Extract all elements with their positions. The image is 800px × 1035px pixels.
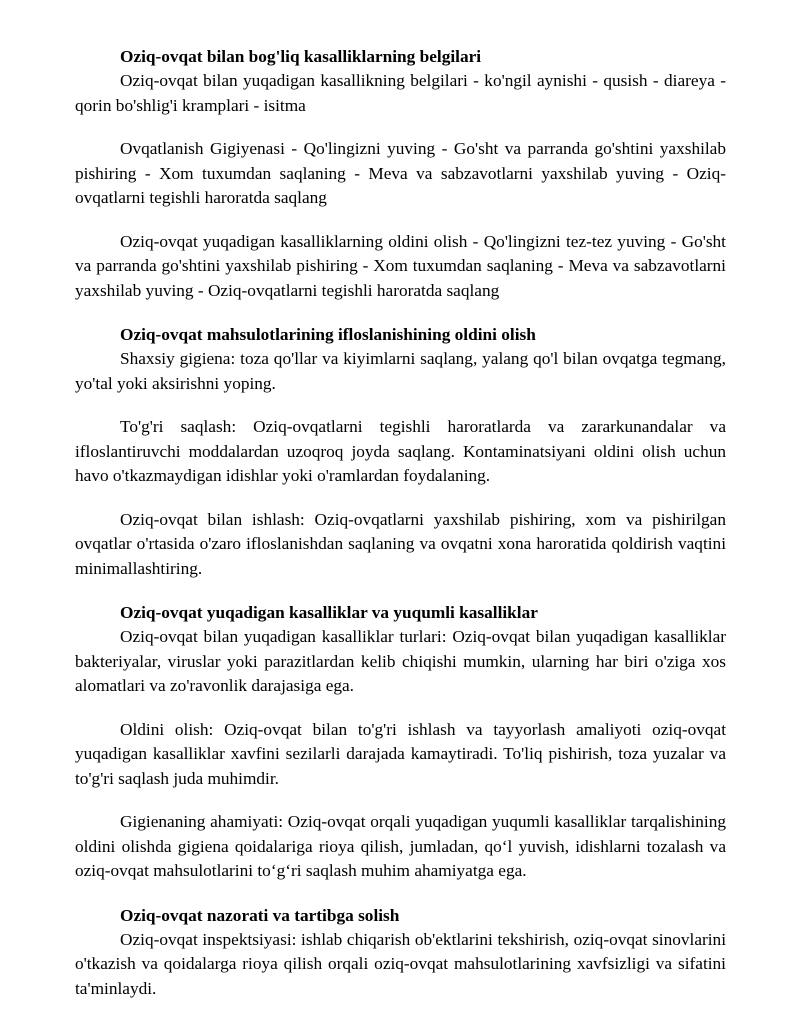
paragraph: Shaxsiy gigiena: toza qo'llar va kiyimlarni saqlang, yalang qo'l bilan ovqatga tegmang, yo'tal yoki aksirishni yoping.	[75, 349, 726, 393]
paragraph: Gigienaning ahamiyati: Oziq-ovqat orqali yuqadigan yuqumli kasalliklar tarqalishining oldini olishda gigiena qoidalariga rioya qilish, jumladan, qo‘l yuvish, idishlarni tozalash va oziq-ovqat mahsulotlarini to‘g‘ri saqlash muhim ahamiyatga ega.	[75, 812, 726, 880]
paragraph: Oziq-ovqat yuqadigan kasalliklarning oldini olish - Qo'lingizni tez-tez yuving - Go'sht va parranda go'shtini yaxshilab pishiring - Xom tuxumdan saqlaning - Meva va sabzavotlarni yaxshilab yuving - Oziq-ovqatlarni tegishli haroratda saqlang	[75, 231, 726, 300]
section-contamination-prevention	[75, 322, 726, 581]
paragraph: Oziq-ovqat bilan yuqadigan kasalliklar turlari: Oziq-ovqat bilan yuqadigan kasalliklar bakteriyalar, viruslar yoki parazitlardan kelib chiqishi mumkin, ularning har biri o'ziga xos alomatlari va zo'ravonlik darajasiga ega.	[75, 627, 726, 695]
section-heading: Oziq-ovqat yuqadigan kasalliklar va yuqumli kasalliklar	[120, 603, 538, 622]
section-foodborne-symptoms	[75, 44, 726, 303]
paragraph: Oziq-ovqat bilan ishlash: Oziq-ovqatlarni yaxshilab pishiring, xom va pishirilgan ovqatlar o'rtasida o'zaro ifloslanishdan saqlaning va ovqatni xona haroratida qoldirish vaqtini minimallashtiring.	[75, 509, 726, 578]
section-heading: Oziq-ovqat mahsulotlarining ifloslanishining oldini olish	[120, 325, 536, 344]
section-infectious-diseases	[75, 600, 726, 884]
paragraph: Oziq-ovqat bilan yuqadigan kasallikning belgilari - ko'ngil aynishi - qusish - diareya - qorin bo'shlig'i kramplari - isitma	[75, 71, 726, 115]
paragraph: Ovqatlanish Gigiyenasi - Qo'lingizni yuving - Go'sht va parranda go'shtini yaxshilab pishiring - Xom tuxumdan saqlaning - Meva va sabzavotlarni yaxshilab yuving - Oziq-ovqatlarni tegishli haroratda saqlang	[75, 139, 726, 207]
paragraph: Oziq-ovqat inspektsiyasi: ishlab chiqarish ob'ektlarini tekshirish, oziq-ovqat sinovlarini o'tkazish va qoidalarga rioya qilish orqali oziq-ovqat mahsulotlarining xavfsizligi va sifatini ta'minlaydi.	[75, 929, 726, 998]
document-page	[75, 44, 726, 1020]
section-heading: Oziq-ovqat bilan bog'liq kasalliklarning belgilari	[120, 47, 482, 66]
paragraph: Oldini olish: Oziq-ovqat bilan to'g'ri ishlash va tayyorlash amaliyoti oziq-ovqat yuqadigan kasalliklar xavfini sezilarli darajada kamaytiradi. To'liq pishirish, toza yuzalar va to'g'ri saqlash juda muhimdir.	[75, 719, 726, 788]
section-heading: Oziq-ovqat nazorati va tartibga solish	[120, 905, 400, 925]
paragraph: To'g'ri saqlash: Oziq-ovqatlarni tegishli haroratlarda va zararkunandalar va ifloslantiruvchi moddalardan uzoqroq joyda saqlang. Kontaminatsiyani oldini olish uchun havo o'tkazmaydigan idishlar yoki o'ramlardan foydalaning.	[75, 417, 726, 485]
section-food-regulation	[75, 903, 726, 1002]
